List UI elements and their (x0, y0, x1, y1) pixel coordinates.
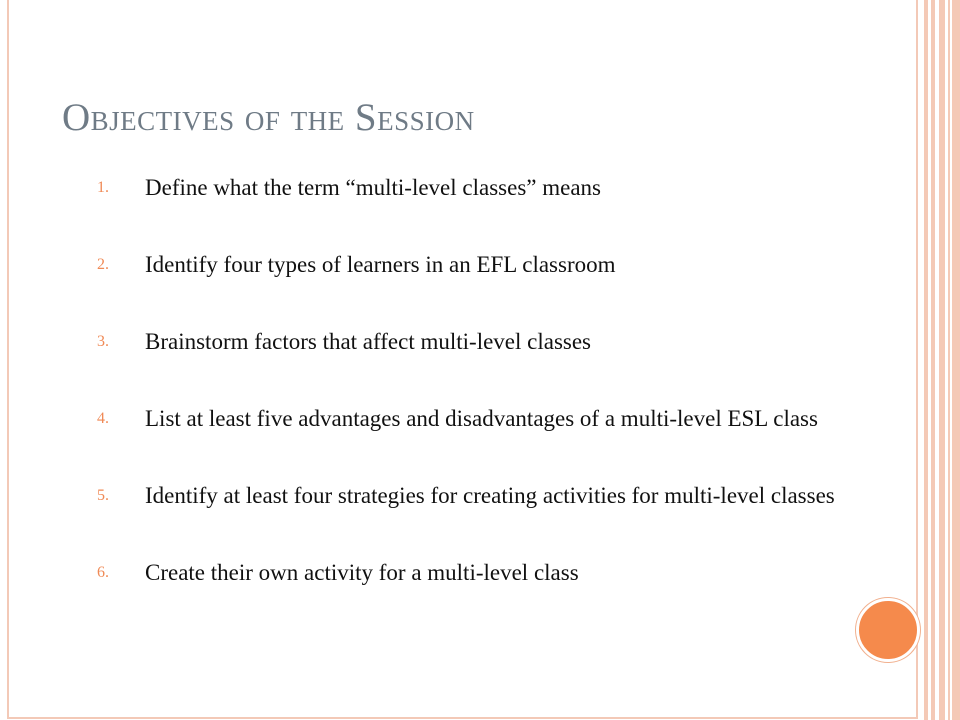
objective-text-6: Create their own activity for a multi-level class (145, 560, 579, 585)
slide-title: Objectives of the Session (62, 96, 475, 139)
objective-number-1: 1. (97, 179, 109, 196)
objective-text-1: Define what the term “multi-level classes” means (145, 175, 601, 200)
stripe-2 (931, 0, 935, 720)
objective-text-4: List at least five advantages and disadvantages of a multi-level ESL class (145, 406, 818, 431)
objective-item-5 (97, 482, 837, 510)
objective-item-4 (97, 405, 837, 433)
objective-item-2 (97, 251, 837, 279)
objective-number-4: 4. (97, 410, 109, 427)
objective-text-2: Identify four types of learners in an EFL classroom (145, 252, 616, 277)
decorative-orange-circle (856, 598, 920, 662)
objective-number-3: 3. (97, 333, 109, 350)
objective-number-5: 5. (97, 487, 109, 504)
objective-number-6: 6. (97, 564, 109, 581)
stripe-4 (948, 0, 950, 720)
objective-number-2: 2. (97, 256, 109, 273)
objective-item-1 (97, 174, 837, 202)
stripe-1 (924, 0, 928, 720)
stripe-3 (939, 0, 945, 720)
stripe-5 (952, 0, 960, 720)
objective-text-3: Brainstorm factors that affect multi-level classes (145, 329, 592, 354)
decorative-right-stripes (918, 0, 960, 720)
objectives-list (97, 174, 837, 587)
objective-item-3 (97, 328, 837, 356)
objective-item-6 (97, 559, 837, 587)
objective-text-5: Identify at least four strategies for creating activities for multi-level classes (145, 483, 835, 508)
